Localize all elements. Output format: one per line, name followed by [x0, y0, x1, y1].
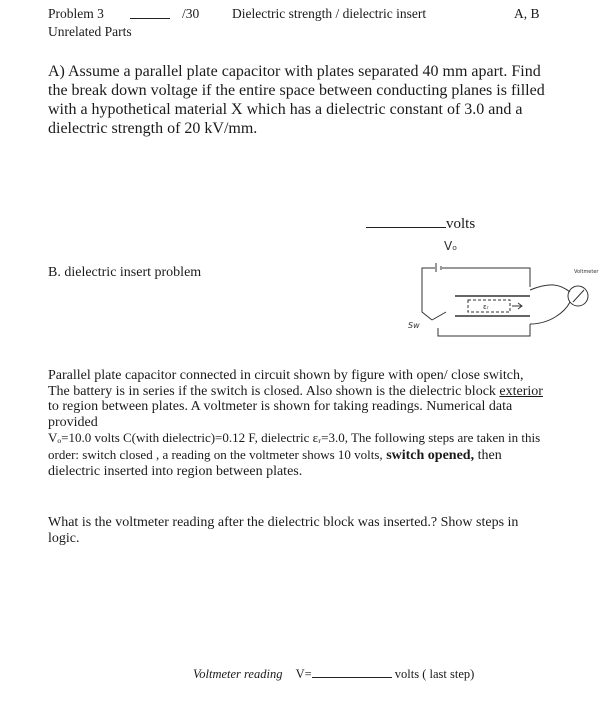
score-blank[interactable] — [130, 6, 170, 23]
footer-answer-blank[interactable] — [312, 666, 392, 678]
desc-tail: then dielectric inserted into region between plates. — [48, 447, 502, 479]
voltmeter-lead-top — [530, 285, 570, 292]
part-b-description — [48, 368, 548, 479]
wire-bottom — [438, 324, 530, 336]
parts-letters: A, B — [514, 6, 540, 21]
problem-number: Problem 3 — [48, 6, 104, 21]
switch-label: Sw — [408, 321, 420, 330]
voltmeter-needle — [573, 290, 584, 302]
wire-top-left — [422, 268, 435, 280]
part-a-answer — [366, 213, 475, 233]
part-b-question: What is the voltmeter reading after the dielectric block was inserted.? Show steps in logic. — [48, 515, 519, 546]
part-b-label: B. dielectric insert problem — [48, 265, 202, 280]
part-a-unit: volts — [446, 216, 476, 232]
switch-blade — [432, 312, 446, 320]
given-data: Vₒ=10.0 volts C(with dielectric)=0.12 F, dielectric εᵣ=3.0, The following steps are taken in this order: switch closed , a reading on the voltmeter shows 10 volts, — [48, 430, 541, 462]
part-a-answer-blank[interactable] — [366, 213, 446, 228]
dielectric-block — [468, 300, 510, 312]
footer-unit: volts ( last step) — [394, 667, 475, 681]
battery-label: Vₒ — [444, 239, 458, 253]
circuit-diagram — [380, 232, 612, 358]
wire-left — [422, 280, 432, 320]
desc-part-2: to region between plates. A voltmeter is shown for taking readings. Numerical data provided — [48, 399, 513, 430]
switch-opened-emphasis: switch opened, — [386, 447, 475, 463]
footer-var: V= — [295, 667, 312, 681]
footer-label: Voltmeter reading — [193, 667, 283, 681]
problem-topic: Dielectric strength / dielectric insert — [232, 6, 427, 21]
dielectric-label: εᵣ — [483, 303, 489, 311]
voltmeter-answer-line — [193, 666, 474, 682]
voltmeter-lead-bottom — [530, 302, 570, 324]
desc-part-1: Parallel plate capacitor connected in circuit shown by figure with open/ close switch, The battery is in series if the switch is closed. Also shown is the dielectric block — [48, 368, 524, 399]
points-total: /30 — [182, 6, 200, 21]
voltmeter-label: Voltmeter — [574, 269, 599, 275]
part-a-text: A) Assume a parallel plate capacitor with plates separated 40 mm apart. Find the break down voltage if the entire space between conducting planes is filled with a hypothetical material X which has a dielectric constant of 3.0 and a dielectric strength of 20 kV/mm. — [48, 63, 545, 137]
problem-subtitle: Unrelated Parts — [48, 24, 132, 39]
desc-underlined-word: exterior — [499, 383, 543, 399]
wire-top-right — [442, 268, 530, 287]
